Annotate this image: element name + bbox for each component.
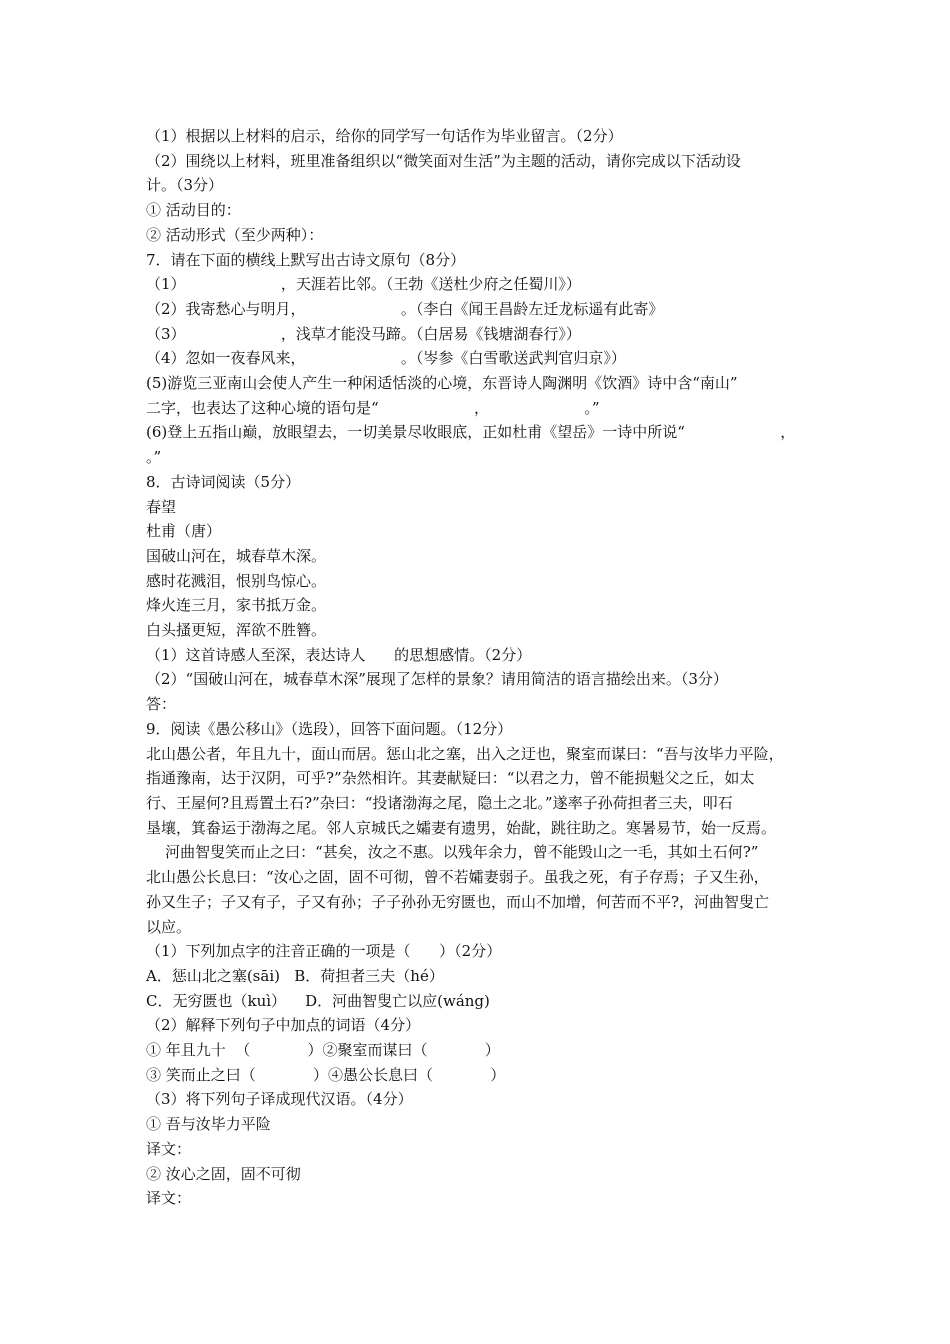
passage-line-7: 孙又生子；子又有子，子又有孙；子子孙孙无穷匮也，而山不加增，何苦而不平?，河曲智叟亡: [146, 892, 770, 911]
translation-label-1: 译文：: [146, 1139, 192, 1158]
answer-label: 答：: [146, 695, 177, 714]
poem-line-1: 国破山河在，城春草木深。: [146, 546, 327, 565]
passage-line-4: 垦壤，箕畚运于渤海之尾。邻人京城氏之孀妻有遗男，始龀，跳往助之。寒暑易节，始一反焉。: [146, 818, 777, 837]
passage-line-2: 指通豫南，达于汉阴，可乎?”杂然相许。其妻献疑曰：“以君之力，曾不能损魁父之丘，如太: [146, 769, 755, 788]
translation-label-2: 译文：: [146, 1189, 192, 1208]
poem-line-3: 烽火连三月，家书抵万金。: [146, 596, 327, 615]
question-9-1: （1）下列加点字的注音正确的一项是（ ）（2分）: [146, 942, 502, 961]
word-explain-1-2: ① 年且九十 （ ）②聚室而谋曰（ ）: [146, 1041, 500, 1060]
question-7-5-cont: 二字，也表达了这种心境的语句是“ ， 。”: [146, 398, 600, 417]
document-page: [146, 124, 814, 1211]
activity-purpose: ① 活动目的：: [146, 201, 241, 220]
option-c-d: C．无穷匮也（kuì） D．河曲智叟亡以应(wáng): [146, 991, 490, 1010]
translate-sentence-1: ① 吾与汝毕力平险: [146, 1115, 271, 1134]
poem-line-4: 白头搔更短，浑欲不胜簪。: [146, 621, 327, 640]
question-9-heading: 9．阅读《愚公移山》（选段），回答下面问题。（12分）: [146, 719, 513, 738]
passage-line-1: 北山愚公者，年且九十，面山而居。惩山北之塞，出入之迂也，聚室而谋曰：“吾与汝毕力平险，: [146, 744, 784, 763]
word-explain-3-4: ③ 笑而止之曰（ ）④愚公长息曰（ ）: [146, 1065, 506, 1084]
question-7-3: （3） ，浅草才能没马蹄。（白居易《钱塘湖春行》）: [146, 324, 581, 343]
activity-form: ② 活动形式（至少两种）：: [146, 225, 324, 244]
question-8-heading: 8．古诗词阅读（5分）: [146, 472, 301, 491]
question-6-2-cont: 计。（3分）: [146, 176, 224, 195]
passage-line-6: 北山愚公长息曰：“汝心之固，固不可彻，曾不若孀妻弱子。虽我之死，有子存焉；子又生孙，: [146, 868, 769, 887]
poem-title: 春望: [146, 497, 177, 516]
question-8-1: （1）这首诗感人至深，表达诗人 的思想感情。（2分）: [146, 645, 532, 664]
question-7-heading: 7．请在下面的横线上默写出古诗文原句（8分）: [146, 250, 466, 269]
question-9-3: （3）将下列句子译成现代汉语。（4分）: [146, 1090, 413, 1109]
poem-author: 杜甫（唐）: [146, 522, 222, 541]
question-7-2: （2）我寄愁心与明月， 。（李白《闻王昌龄左迁龙标遥有此寄》: [146, 299, 664, 318]
question-7-6-cont: 。”: [146, 448, 162, 467]
translate-sentence-2: ② 汝心之固，固不可彻: [146, 1164, 301, 1183]
option-a-b: A．惩山北之塞(sāi) B．荷担者三夫（hé）: [146, 966, 444, 985]
question-7-1: （1） ，天涯若比邻。（王勃《送杜少府之任蜀川》）: [146, 275, 581, 294]
question-7-5: (5)游览三亚南山会使人产生一种闲适恬淡的心境，东晋诗人陶渊明《饮酒》诗中含“南山”: [146, 374, 738, 393]
passage-line-3: 行、王屋何?且焉置土石?”杂曰：“投诸渤海之尾，隐土之北。”遂率子孙荷担者三夫，叩石: [146, 793, 733, 812]
poem-line-2: 感时花溅泪，恨别鸟惊心。: [146, 571, 327, 590]
question-6-2: （2）围绕以上材料，班里准备组织以“微笑面对生活”为主题的活动，请你完成以下活动设: [146, 151, 741, 170]
question-6-1: （1）根据以上材料的启示，给你的同学写一句话作为毕业留言。（2分）: [146, 127, 623, 145]
passage-line-5: 河曲智叟笑而止之曰：“甚矣，汝之不惠。以残年余力，曾不能毁山之一毛，其如土石何?”: [146, 843, 759, 862]
question-7-6: (6)登上五指山巅，放眼望去，一切美景尽收眼底，正如杜甫《望岳》一诗中所说“ ，: [146, 423, 796, 442]
passage-line-8: 以应。: [146, 917, 192, 936]
question-7-4: （4）忽如一夜春风来， 。（岑参《白雪歌送武判官归京》）: [146, 349, 626, 368]
question-9-2: （2）解释下列句子中加点的词语（4分）: [146, 1016, 421, 1035]
question-8-2: （2）“国破山河在，城春草木深”展现了怎样的景象？请用简洁的语言描绘出来。（3分）: [146, 670, 728, 689]
